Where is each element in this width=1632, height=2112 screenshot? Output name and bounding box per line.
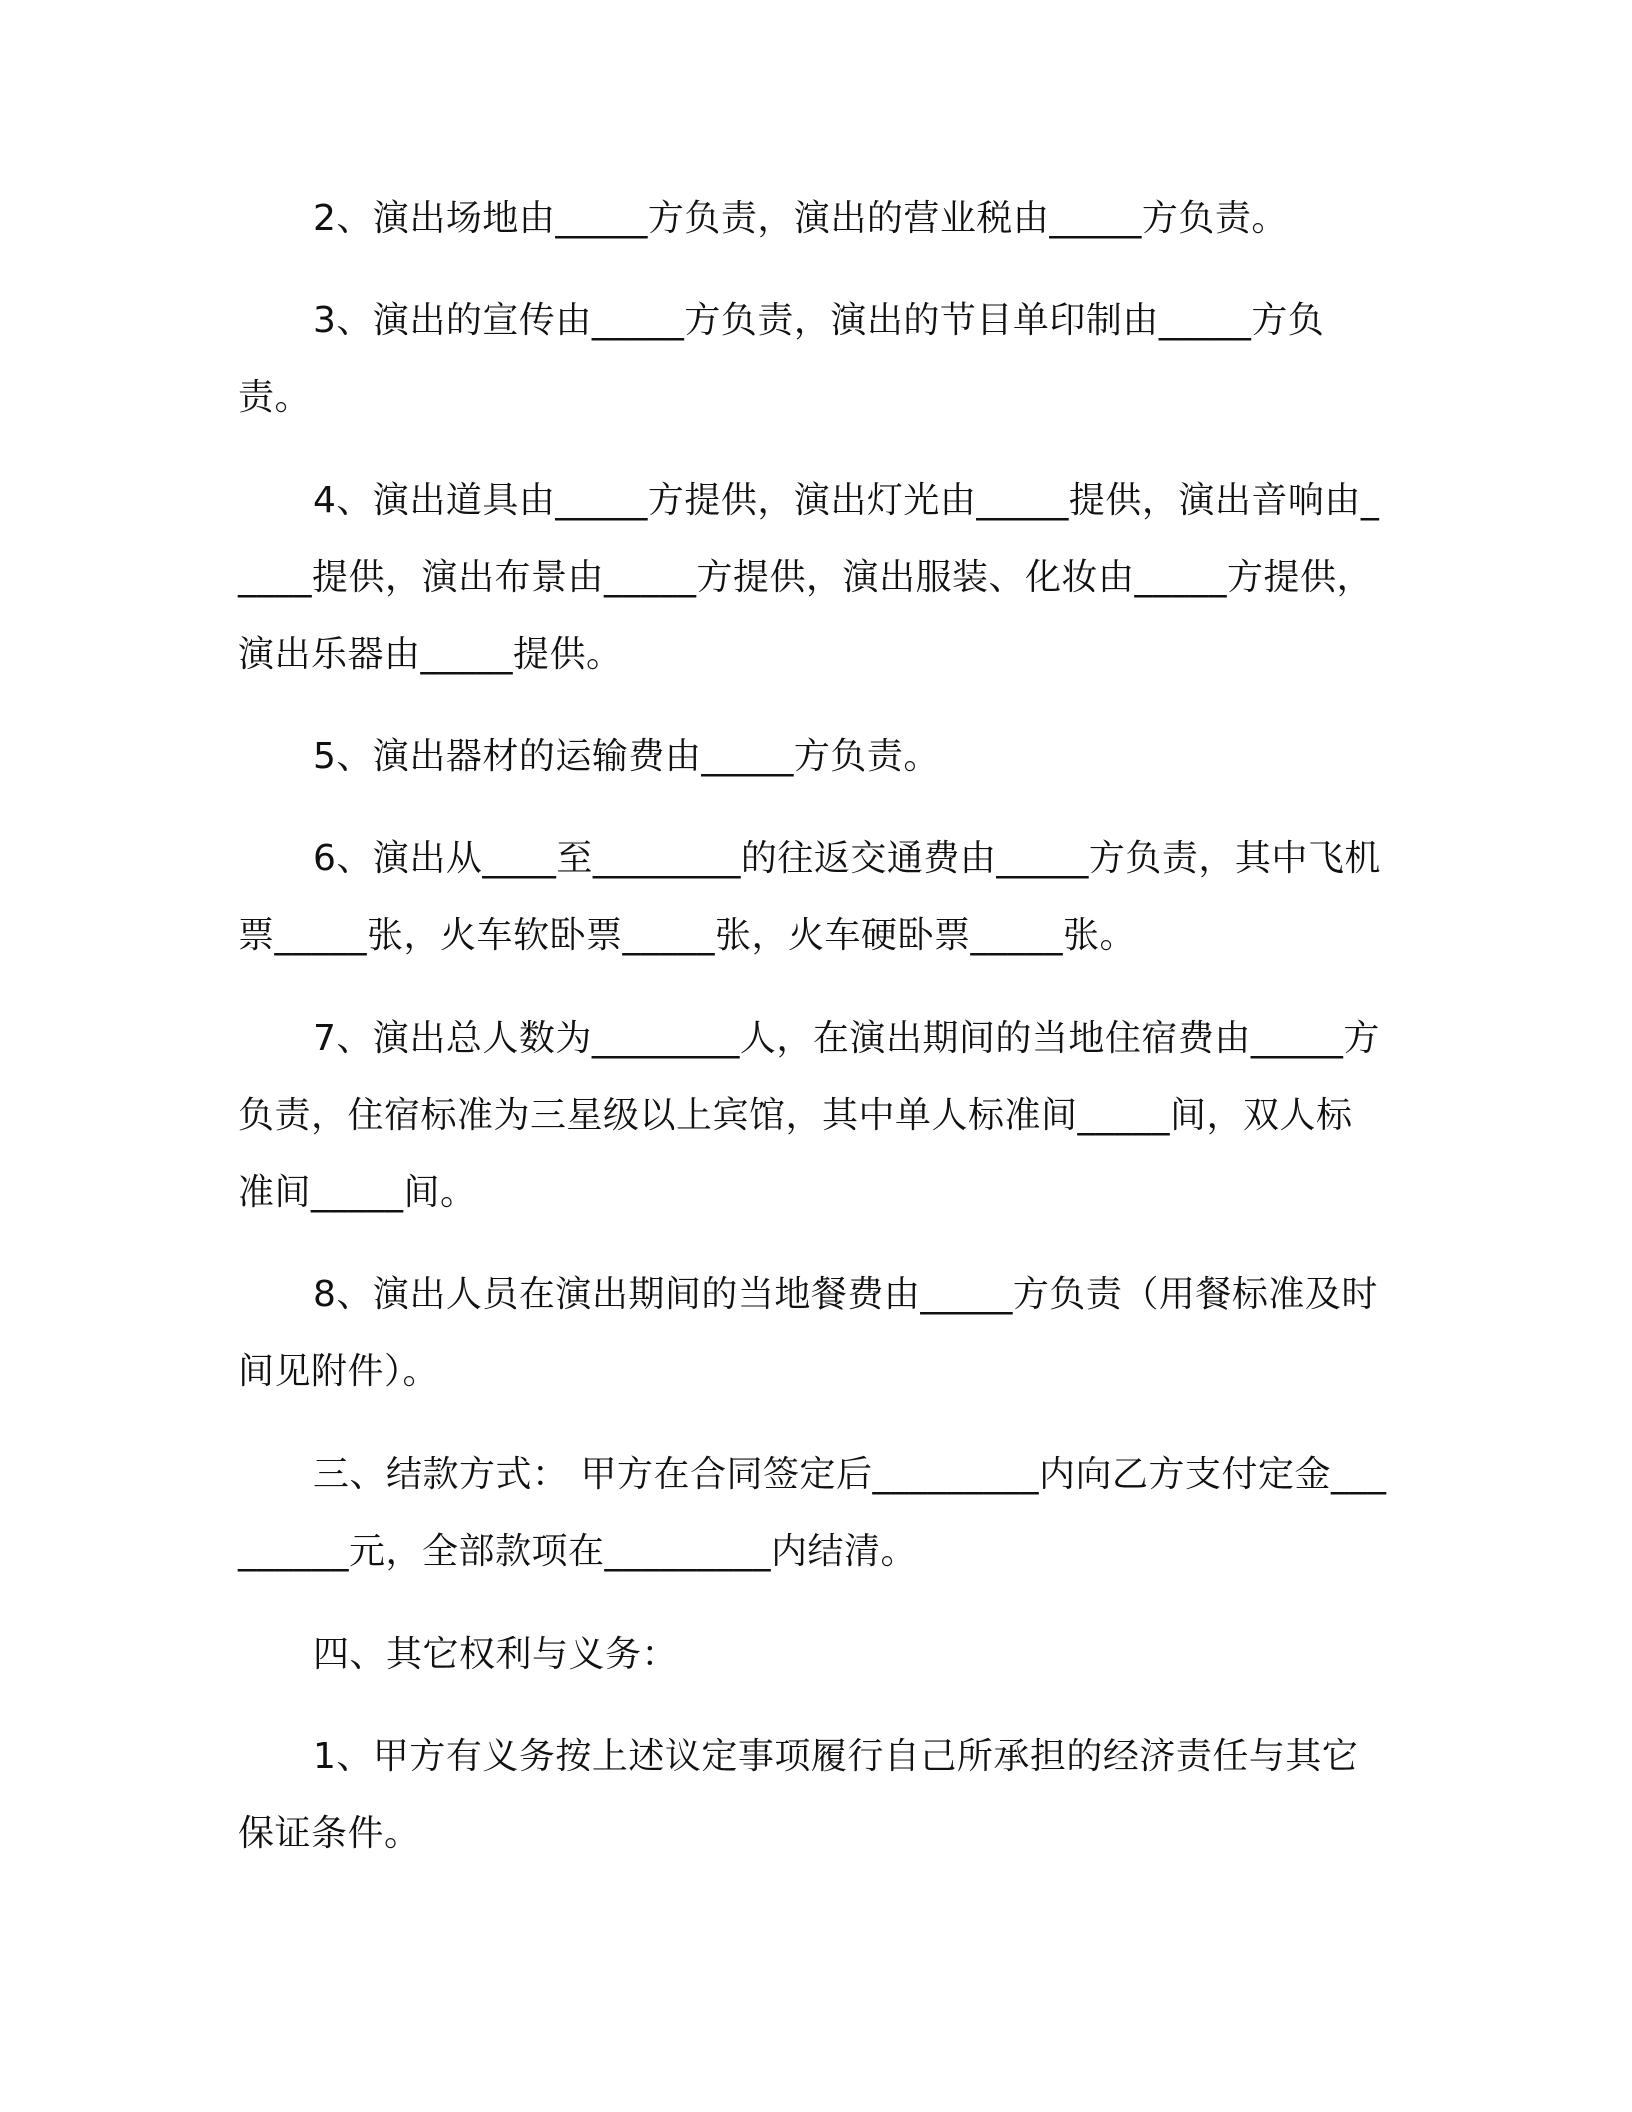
clause-7-accommodation: 7、演出总人数为________人，在演出期间的当地住宿费由_____方负责，住宿标准为三星级以上宾馆，其中单人标准间_____间，双人标准间_____间。	[238, 1018, 1380, 1213]
clause-6-travel-tickets: 6、演出从____至________的往返交通费由_____方负责，其中飞机票_____张，火车软卧票_____张，火车硬卧票_____张。	[238, 838, 1381, 956]
section-4-clause-1: 1、甲方有义务按上述议定事项履行自己所承担的经济责任与其它保证条件。	[238, 1736, 1359, 1854]
section-4-heading: 四、其它权利与义务：	[313, 1634, 679, 1675]
clause-5-transport-fee: 5、演出器材的运输费由_____方负责。	[313, 736, 940, 777]
clause-4-props-lighting: 4、演出道具由_____方提供，演出灯光由_____提供，演出音响由_____提供，演出布景由_____方提供，演出服装、化妆由_____方提供，演出乐器由_____提供。	[238, 480, 1380, 675]
clause-2-venue-tax: 2、演出场地由_____方负责，演出的营业税由_____方负责。	[313, 198, 1288, 239]
section-3-payment: 三、结款方式： 甲方在合同签定后_________内向乙方支付定金_________元，全部款项在_________内结清。	[238, 1454, 1387, 1572]
clause-8-meals: 8、演出人员在演出期间的当地餐费由_____方负责（用餐标准及时间见附件）。	[238, 1274, 1378, 1392]
clause-3-promotion-program: 3、演出的宣传由_____方负责，演出的节目单印制由_____方负责。	[238, 300, 1325, 418]
